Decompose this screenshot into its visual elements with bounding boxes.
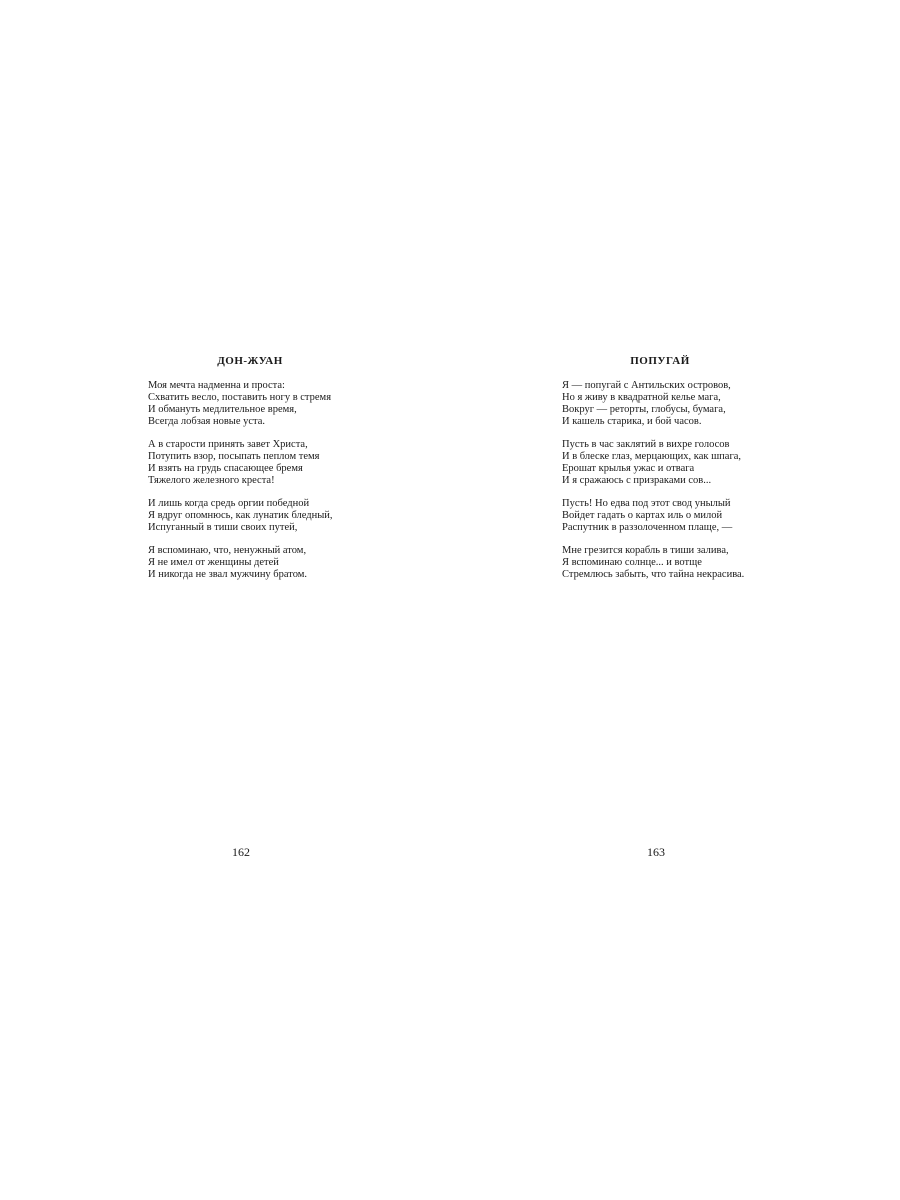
right-page xyxy=(450,0,900,1200)
poem-line: И кашель старика, и бой часов. xyxy=(562,416,702,427)
poem-line: Я не имел от женщины детей xyxy=(148,557,279,568)
stanza xyxy=(562,498,744,534)
poem-line: Пусть в час заклятий в вихре голосов xyxy=(562,439,730,450)
poem-line: Распутник в раззолоченном плаще, — xyxy=(562,522,733,533)
poem-title: ДОН-ЖУАН xyxy=(217,355,283,367)
poem-line: И обмануть медлительное время, xyxy=(148,404,297,415)
stanza xyxy=(562,380,744,428)
poem-line: Я — попугай с Антильских островов, xyxy=(562,380,731,391)
poem-line: И взять на грудь спасающее бремя xyxy=(148,463,303,474)
poem-line: Я вспоминаю солнце... и вотще xyxy=(562,557,702,568)
poem-line: Стремлюсь забыть, что тайна некрасива. xyxy=(562,569,745,580)
stanza xyxy=(562,545,744,581)
poem-line: Войдет гадать о картах иль о милой xyxy=(562,510,723,521)
poem-title: ПОПУГАЙ xyxy=(630,355,690,367)
poem-line: Ерошат крылья ужас и отвага xyxy=(562,463,695,474)
poem-body xyxy=(562,380,744,592)
page-number: 163 xyxy=(647,845,665,859)
stanza xyxy=(148,439,333,487)
poem-line: И лишь когда средь оргии победной xyxy=(148,498,310,509)
poem-line: А в старости принять завет Христа, xyxy=(148,439,308,450)
poem-line: Пусть! Но едва под этот свод унылый xyxy=(562,498,731,509)
poem-line: Моя мечта надменна и проста: xyxy=(148,380,285,391)
poem-line: Вокруг — реторты, глобусы, бумага, xyxy=(562,404,726,415)
poem-line: Мне грезится корабль в тиши залива, xyxy=(562,545,729,556)
poem-line: Тяжелого железного креста! xyxy=(148,475,275,486)
poem-body xyxy=(148,380,333,592)
stanza xyxy=(148,498,333,534)
poem-line: Потупить взор, посыпать пеплом темя xyxy=(148,451,320,462)
poem-line: Но я живу в квадратной келье мага, xyxy=(562,392,721,403)
poem-line: Испуганный в тиши своих путей, xyxy=(148,522,298,533)
poem-line: И никогда не звал мужчину братом. xyxy=(148,569,308,580)
stanza xyxy=(562,439,744,487)
poem-line: И в блеске глаз, мерцающих, как шпага, xyxy=(562,451,742,462)
stanza xyxy=(148,380,333,428)
poem-line: Схватить весло, поставить ногу в стремя xyxy=(148,392,332,403)
poem-line: Я вспоминаю, что, ненужный атом, xyxy=(148,545,307,556)
stanza xyxy=(148,545,333,581)
page-number: 162 xyxy=(232,845,250,859)
poem-line: И я сражаюсь с призраками сов... xyxy=(562,475,712,486)
poem-line: Я вдруг опомнюсь, как лунатик бледный, xyxy=(148,510,333,521)
poem-line: Всегда лобзая новые уста. xyxy=(148,416,266,427)
